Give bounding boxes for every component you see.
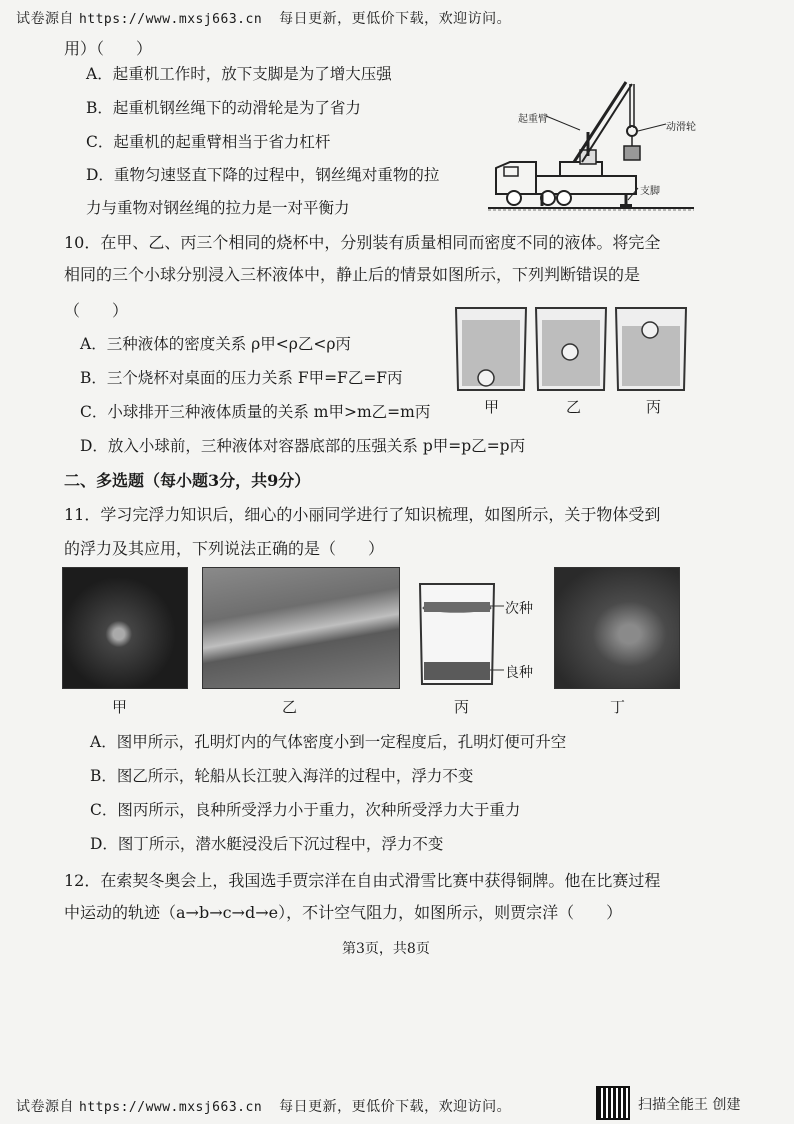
header-source: 试卷源自 <box>16 11 74 27</box>
q10-option-c: C．小球排开三种液体质量的关系 m甲>m乙=m丙 <box>80 403 431 421</box>
q11-stem-line1: 11．学习完浮力知识后，细心的小丽同学进行了知识梳理，如图所示，关于物体受到 <box>64 505 661 524</box>
q10-paren: （ ） <box>64 301 129 320</box>
q12-stem-line2: 中运动的轨迹（a→b→c→d→e），不计空气阻力，如图所示，则贾宗洋（ ） <box>64 903 623 922</box>
footer-source: 试卷源自 <box>16 1099 74 1115</box>
photo-label-jia: 甲 <box>112 698 128 716</box>
scanner-watermark: 扫描全能王 创建 <box>638 1097 741 1113</box>
q9-option-d-line1: D．重物匀速竖直下降的过程中，钢丝绳对重物的拉 <box>86 166 440 184</box>
photo-lantern <box>62 567 188 689</box>
q12-stem-line1: 12．在索契冬奥会上，我国选手贾宗洋在自由式滑雪比赛中获得铜牌。他在比赛过程 <box>64 871 661 890</box>
label-pulley: 动滑轮 <box>666 122 696 133</box>
label-good-seed: 良种 <box>505 665 533 681</box>
beaker-label-jia: 甲 <box>484 398 500 416</box>
q10-stem-line1: 10．在甲、乙、丙三个相同的烧杯中，分别装有质量相同而密度不同的液体。将完全 <box>64 233 661 252</box>
beakers-figure <box>452 304 692 394</box>
q11-option-b: B．图乙所示，轮船从长江驶入海洋的过程中，浮力不变 <box>90 767 474 785</box>
qr-code-icon <box>596 1086 630 1120</box>
q11-option-d: D．图丁所示，潜水艇浸没后下沉过程中，浮力不变 <box>90 835 444 853</box>
footer-slogan: 每日更新，更低价下载，欢迎访问。 <box>279 1099 512 1115</box>
photo-submarine <box>554 567 680 689</box>
q10-stem-line2: 相同的三个小球分别浸入三杯液体中，静止后的情景如图所示，下列判断错误的是 <box>64 265 641 284</box>
label-sub-seed: 次种 <box>505 601 533 617</box>
photo-ship <box>202 567 400 689</box>
q11-option-c: C．图丙所示，良种所受浮力小于重力，次种所受浮力大于重力 <box>90 801 521 819</box>
photo-label-ding: 丁 <box>610 698 626 716</box>
q9-option-b: B．起重机钢丝绳下的动滑轮是为了省力 <box>86 99 361 117</box>
top-header <box>16 8 511 28</box>
beaker-yi <box>536 308 606 390</box>
q11-stem-line2: 的浮力及其应用，下列说法正确的是（ ） <box>64 539 385 558</box>
q9-option-d-line2: 力与重物对钢丝绳的拉力是一对平衡力 <box>86 199 350 217</box>
q10-option-b: B．三个烧杯对桌面的压力关系 F甲=F乙=F丙 <box>80 369 403 387</box>
q9-option-c: C．起重机的起重臂相当于省力杠杆 <box>86 133 331 151</box>
header-url[interactable]: https://www.mxsj663.cn <box>78 12 263 27</box>
photo-label-yi: 乙 <box>282 698 298 716</box>
q11-option-a: A．图甲所示，孔明灯内的气体密度小到一定程度后，孔明灯便可升空 <box>90 733 567 751</box>
page-number: 第3页，共8页 <box>342 941 430 957</box>
bottom-footer <box>16 1096 511 1116</box>
q10-option-a: A．三种液体的密度关系 ρ甲<ρ乙<ρ丙 <box>80 335 351 353</box>
q9-option-a: A．起重机工作时，放下支脚是为了增大压强 <box>86 65 392 83</box>
beaker-jia <box>456 308 526 390</box>
q10-option-d: D．放入小球前，三种液体对容器底部的压强关系 p甲=p乙=p丙 <box>80 437 526 455</box>
beaker-label-bing: 丙 <box>646 398 662 416</box>
header-slogan: 每日更新，更低价下载，欢迎访问。 <box>279 11 512 27</box>
section-multi-choice: 二、多选题（每小题3分，共9分） <box>64 471 311 490</box>
label-boom: 起重臂 <box>518 114 548 125</box>
beaker-label-yi: 乙 <box>566 398 582 416</box>
beaker-bing <box>616 308 686 390</box>
label-leg: 支脚 <box>640 186 660 197</box>
crane-figure <box>488 76 694 214</box>
photo-label-bing: 丙 <box>454 698 470 716</box>
footer-url[interactable]: https://www.mxsj663.cn <box>78 1100 263 1115</box>
q9-continuation: 用）（ ） <box>64 39 153 58</box>
